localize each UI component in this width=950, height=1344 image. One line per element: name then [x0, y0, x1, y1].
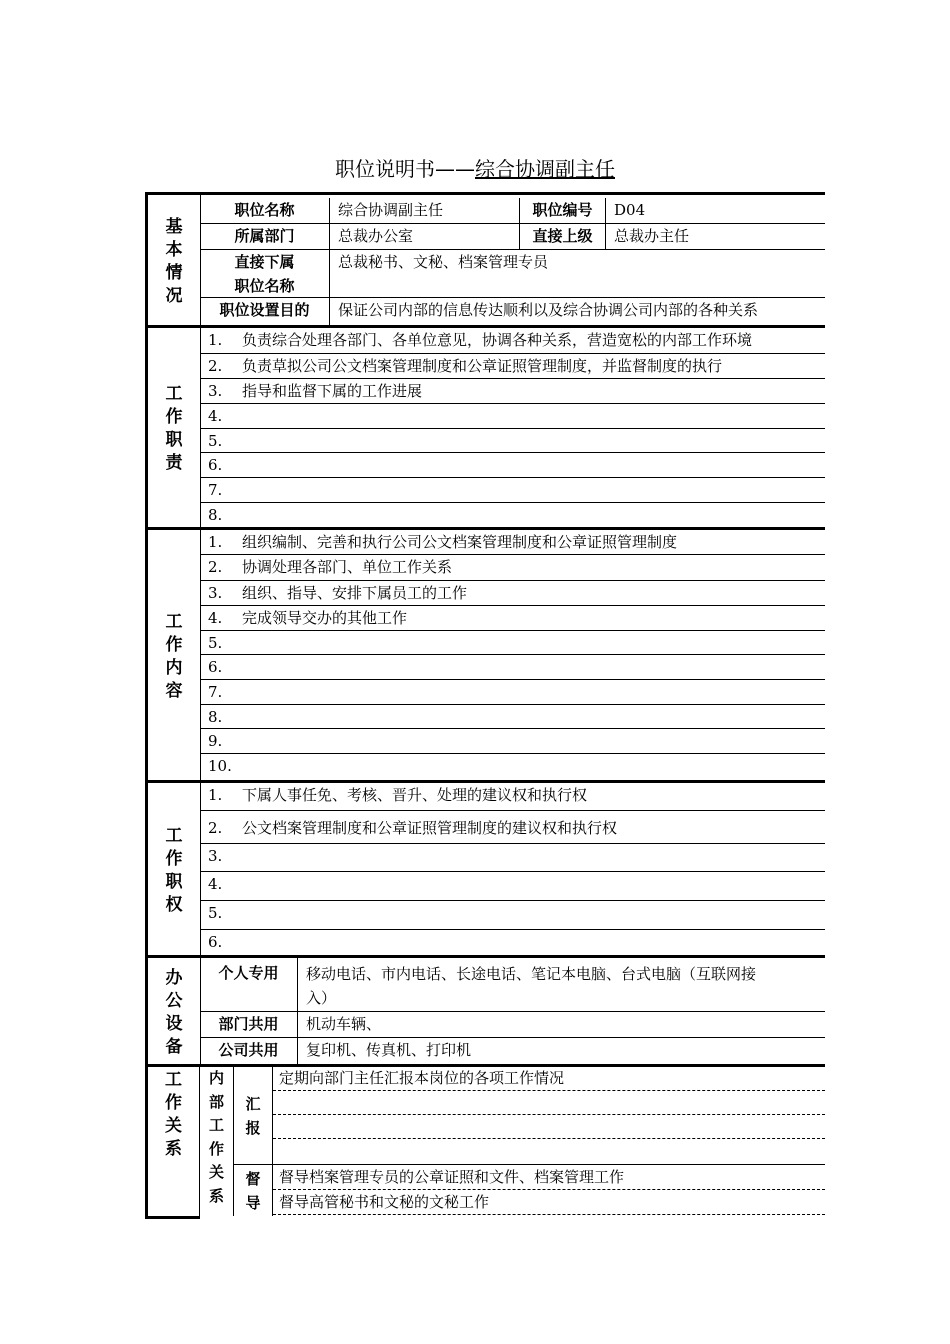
- label-subordinates: 直接下属 职位名称: [200, 250, 330, 297]
- label-report: 汇 报: [234, 1067, 273, 1165]
- job-description-table: [145, 192, 825, 1219]
- label-dept-equipment: 部门共用: [200, 1012, 298, 1037]
- value-position-code: D04: [614, 201, 646, 219]
- row-personal-equipment: [200, 958, 825, 1012]
- supervise-area: [273, 1165, 825, 1216]
- section-heading-basic: 基 本 情 况: [148, 195, 201, 328]
- list-item: 7.: [200, 680, 825, 705]
- section-basic-info: [148, 195, 825, 328]
- value-purpose: 保证公司内部的信息传达顺利以及综合协调公司内部的各种关系: [338, 301, 759, 319]
- label-superior: 直接上级: [520, 224, 606, 249]
- row-company-equipment: [200, 1038, 825, 1064]
- list-item: 5.: [200, 429, 825, 453]
- list-item: 7.: [200, 478, 825, 503]
- label-position-code: 职位编号: [520, 198, 606, 223]
- supervise-text-1: 督导档案管理专员的公章证照和文件、档案管理工作: [279, 1168, 625, 1186]
- row-purpose: [200, 298, 825, 325]
- list-item: 4.: [200, 404, 825, 429]
- row-dept-equipment: [200, 1012, 825, 1038]
- label-supervise: 督 导: [234, 1165, 273, 1216]
- list-item: 10.: [208, 757, 232, 775]
- list-item: 1. 负责综合处理各部门、各单位意见，协调各种关系，营造宽松的内部工作环境: [200, 328, 825, 354]
- list-item: 4.: [200, 872, 825, 901]
- label-company-equipment: 公司共用: [200, 1038, 298, 1064]
- value-department: 总裁办公室: [330, 224, 520, 249]
- label-internal-relations: 内 部 工 作 关 系: [200, 1067, 234, 1216]
- list-item: 3.: [200, 844, 825, 872]
- list-item: 5.: [200, 901, 825, 930]
- section-heading-content: 工 作 内 容: [148, 530, 201, 783]
- label-position-name: 职位名称: [200, 198, 330, 223]
- value-subordinates: 总裁秘书、文秘、档案管理专员: [338, 253, 549, 271]
- list-item: 9.: [200, 729, 825, 754]
- value-superior: 总裁办主任: [614, 227, 690, 245]
- list-item: 1. 组织编制、完善和执行公司公文档案管理制度和公章证照管理制度: [200, 530, 825, 555]
- report-text: 定期向部门主任汇报本岗位的各项工作情况: [279, 1069, 565, 1087]
- title-position-name: 综合协调副主任: [475, 157, 615, 181]
- label-department: 所属部门: [200, 224, 330, 249]
- list-item: 8.: [200, 705, 825, 729]
- list-item: 3. 指导和监督下属的工作进展: [200, 379, 825, 404]
- section-heading-equipment: 办 公 设 备: [148, 958, 201, 1067]
- section-heading-authority: 工 作 职 权: [148, 783, 201, 958]
- section-authority: [148, 783, 825, 958]
- list-item: 2. 公文档案管理制度和公章证照管理制度的建议权和执行权: [200, 811, 825, 844]
- list-item: 5.: [200, 631, 825, 655]
- section-duties: [148, 328, 825, 530]
- row-subordinates: [200, 250, 825, 298]
- section-work-relations: [148, 1067, 825, 1219]
- list-item: 2. 负责草拟公司公文档案管理制度和公章证照管理制度，并监督制度的执行: [200, 354, 825, 379]
- value-company-equipment: 复印机、传真机、打印机: [306, 1041, 472, 1059]
- list-item: 1. 下属人事任免、考核、晋升、处理的建议权和执行权: [200, 783, 825, 811]
- supervise-text-2: 督导高管秘书和文秘的文秘工作: [279, 1193, 490, 1211]
- list-item: 6.: [200, 453, 825, 478]
- title-prefix: 职位说明书——: [335, 157, 475, 181]
- value-position-name: 综合协调副主任: [330, 198, 520, 223]
- row-position-name: [200, 198, 825, 224]
- list-item: 6.: [200, 655, 825, 680]
- row-department: [200, 224, 825, 250]
- label-personal-equipment: 个人专用: [200, 958, 298, 1011]
- value-dept-equipment: 机动车辆、: [306, 1015, 382, 1033]
- section-office-equipment: [148, 958, 825, 1067]
- list-item: 8.: [208, 506, 223, 524]
- label-purpose: 职位设置目的: [200, 298, 330, 325]
- list-item: 6.: [208, 933, 223, 951]
- section-heading-duties: 工 作 职 责: [148, 328, 201, 530]
- list-item: 3. 组织、指导、安排下属员工的工作: [200, 581, 825, 606]
- list-item: 2. 协调处理各部门、单位工作关系: [200, 555, 825, 581]
- value-personal-equipment: 移动电话、市内电话、长途电话、笔记本电脑、台式电脑（互联网接 入）: [306, 965, 757, 1007]
- section-heading-relations: 工 作 关 系: [148, 1067, 200, 1219]
- list-item: 4. 完成领导交办的其他工作: [200, 606, 825, 631]
- page-title: [0, 153, 950, 182]
- section-work-content: [148, 530, 825, 783]
- report-area: [273, 1067, 825, 1165]
